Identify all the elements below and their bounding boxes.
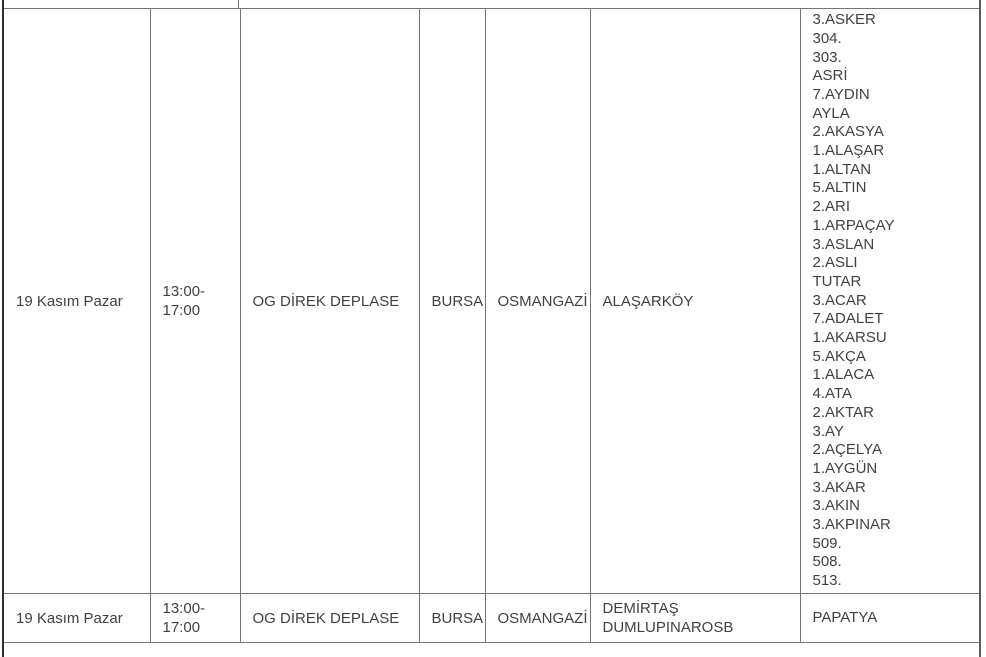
previous-row-partial <box>4 0 979 8</box>
next-row-partial <box>4 645 979 657</box>
cell-work-type: OG DİREK DEPLASE <box>240 9 419 594</box>
street-line: 1.ALAŞAR <box>812 142 885 160</box>
street-line: 303. <box>812 48 842 66</box>
street-line: 3.ASLAN <box>812 235 875 253</box>
cell-date: 19 Kasım Pazar <box>4 594 150 643</box>
street-line: 1.AYGÜN <box>812 459 878 477</box>
street-line: 1.AKARSU <box>812 329 887 347</box>
street-line: 7.AYDIN <box>812 85 870 103</box>
street-line: 2.AKASYA <box>812 123 884 141</box>
street-line: 1.ALACA <box>812 366 875 384</box>
cell-streets <box>800 594 979 643</box>
street-line: PAPATYA <box>812 608 878 626</box>
street-line: 509. <box>812 534 842 552</box>
cell-streets <box>800 9 979 594</box>
cell-time: 13:00-17:00 <box>150 9 240 594</box>
table-right-border <box>979 0 981 657</box>
street-line: 3.AKAR <box>812 478 866 496</box>
street-line: 513. <box>812 572 842 590</box>
street-line: 3.ACAR <box>812 291 867 309</box>
previous-row-column-divider <box>238 0 239 8</box>
street-line: AYLA <box>812 104 850 122</box>
street-line: 2.AÇELYA <box>812 441 882 459</box>
street-line: 3.AY <box>812 422 844 440</box>
cell-time: 13:00-17:00 <box>150 594 240 643</box>
street-line: 5.AKÇA <box>812 347 866 365</box>
street-line: 4.ATA <box>812 385 852 403</box>
street-line: TUTAR <box>812 272 862 290</box>
street-line: 3.ASKER <box>812 11 876 29</box>
street-line: 2.AKTAR <box>812 403 874 421</box>
street-line: 5.ALTIN <box>812 179 867 197</box>
cell-district: OSMANGAZİ <box>485 594 590 643</box>
street-line: 508. <box>812 553 842 571</box>
cell-city: BURSA <box>419 9 485 594</box>
cell-date: 19 Kasım Pazar <box>4 9 150 594</box>
street-line: 3.AKPINAR <box>812 516 891 534</box>
cell-work-type: OG DİREK DEPLASE <box>240 594 419 643</box>
outage-table <box>4 8 979 643</box>
street-line: ASRİ <box>812 67 848 85</box>
street-line: 1.ARPAÇAY <box>812 216 895 234</box>
table-row <box>4 594 979 643</box>
street-line: 2.ASLI <box>812 254 858 272</box>
street-line: 304. <box>812 29 842 47</box>
street-line: 1.ALTAN <box>812 160 872 178</box>
cell-area: ALAŞARKÖY <box>590 9 800 594</box>
cell-area: DEMİRTAŞ DUMLUPINAROSB <box>590 594 800 643</box>
cell-district: OSMANGAZİ <box>485 9 590 594</box>
table-row <box>4 9 979 594</box>
cell-city: BURSA <box>419 594 485 643</box>
street-line: 2.ARI <box>812 198 851 216</box>
street-line: 7.ADALET <box>812 310 884 328</box>
street-line: 3.AKIN <box>812 497 861 515</box>
